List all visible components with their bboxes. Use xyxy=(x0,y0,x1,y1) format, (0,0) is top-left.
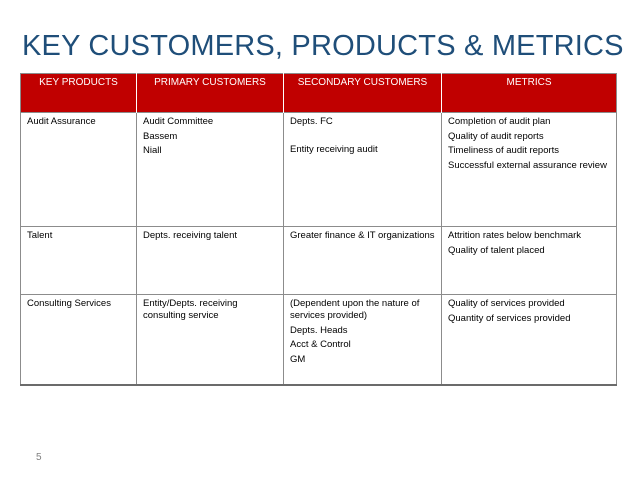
primary-customer: Niall xyxy=(143,145,162,156)
header-metrics: METRICS xyxy=(442,74,617,113)
table-row xyxy=(21,227,617,295)
primary-customer: Depts. receiving talent xyxy=(143,230,237,241)
cell-secondary xyxy=(284,113,442,227)
secondary-customer: (Dependent upon the nature of services provided) xyxy=(290,298,420,321)
secondary-customer: Acct & Control xyxy=(290,339,351,350)
metric-item: Attrition rates below benchmark xyxy=(448,230,582,241)
cell-product xyxy=(21,227,137,295)
table-row xyxy=(21,295,617,385)
cell-metrics xyxy=(442,227,617,295)
metric-item: Quantity of services provided xyxy=(448,312,571,324)
secondary-customer: Depts. Heads xyxy=(290,324,348,336)
cell-secondary xyxy=(284,295,442,385)
page-number: 5 xyxy=(36,452,42,463)
product-name: Talent xyxy=(27,230,53,241)
slide-title: KEY CUSTOMERS, PRODUCTS & METRICS xyxy=(22,30,624,62)
header-primary-customers: PRIMARY CUSTOMERS xyxy=(137,74,284,113)
secondary-customer: Entity receiving audit xyxy=(290,143,378,155)
metric-item: Completion of audit plan xyxy=(448,116,551,127)
metric-item: Timeliness of audit reports xyxy=(448,145,560,156)
cell-primary xyxy=(137,295,284,385)
primary-customer: Bassem xyxy=(143,130,178,142)
metric-item: Quality of audit reports xyxy=(448,130,544,142)
secondary-customer: Greater finance & IT organizations xyxy=(290,230,435,241)
metric-item: Successful external assurance review xyxy=(448,159,607,171)
primary-customer: Entity/Depts. receiving consulting service xyxy=(143,298,238,321)
table-header-row xyxy=(21,74,617,113)
metric-item: Quality of talent placed xyxy=(448,244,545,256)
primary-customer: Audit Committee xyxy=(143,116,214,127)
table-row xyxy=(21,113,617,227)
cell-primary xyxy=(137,227,284,295)
customers-products-metrics-table xyxy=(20,73,617,386)
cell-metrics xyxy=(442,113,617,227)
cell-primary xyxy=(137,113,284,227)
header-secondary-customers: SECONDARY CUSTOMERS xyxy=(284,74,442,113)
cell-product xyxy=(21,113,137,227)
header-key-products: KEY PRODUCTS xyxy=(21,74,137,113)
cell-metrics xyxy=(442,295,617,385)
product-name: Audit Assurance xyxy=(27,116,96,127)
metric-item: Quality of services provided xyxy=(448,298,565,309)
secondary-customer: Depts. FC xyxy=(290,116,333,127)
product-name: Consulting Services xyxy=(27,298,111,309)
cell-secondary xyxy=(284,227,442,295)
secondary-customer: GM xyxy=(290,353,306,365)
cell-product xyxy=(21,295,137,385)
